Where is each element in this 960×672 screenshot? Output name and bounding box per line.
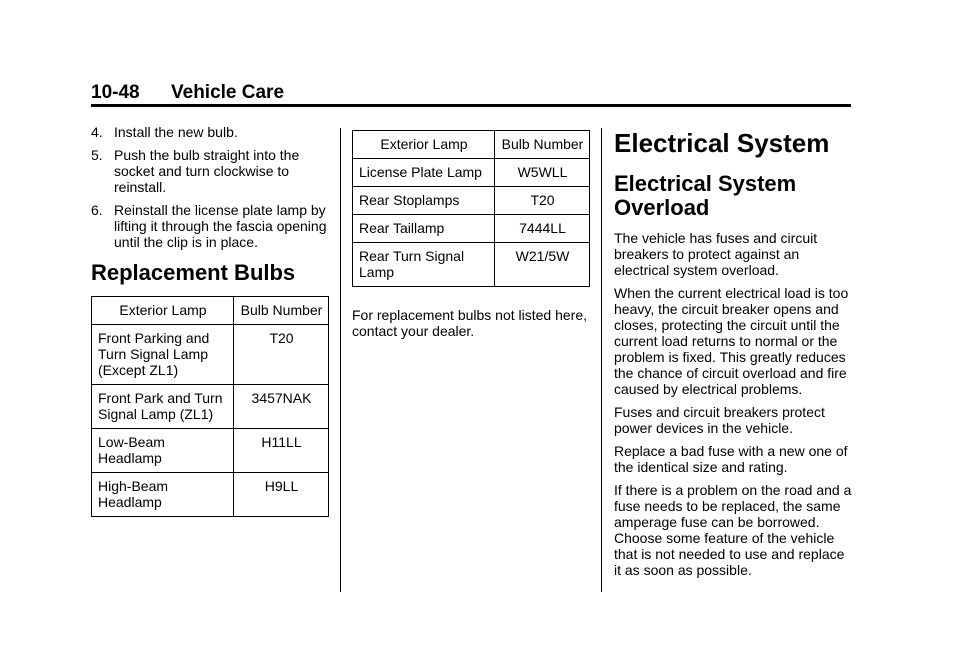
lamp-cell: Rear Stoplamps — [353, 187, 495, 215]
electrical-system-title: Electrical System — [614, 128, 830, 158]
table-row — [353, 215, 590, 243]
table-row — [353, 243, 590, 287]
section-title: Vehicle Care — [171, 82, 285, 103]
bulb-table-rear — [352, 130, 590, 287]
paragraph: The vehicle has fuses and circuit breakers to protect against an electrical system overload. — [614, 230, 818, 278]
dealer-note: For replacement bulbs not listed here, contact your dealer. — [352, 307, 588, 339]
list-item: 4. Install the new bulb. — [91, 124, 238, 140]
paragraph: Fuses and circuit breakers protect power devices in the vehicle. — [614, 404, 825, 436]
column-header: Exterior Lamp — [353, 131, 495, 159]
bulb-table-front — [91, 296, 329, 517]
lamp-cell: Rear Taillamp — [353, 215, 495, 243]
table-row — [353, 159, 590, 187]
steps-list — [91, 124, 331, 250]
table-row — [92, 385, 329, 429]
table-row — [353, 187, 590, 215]
column-header: Bulb Number — [495, 131, 590, 159]
replacement-bulbs-heading: Replacement Bulbs — [91, 260, 296, 285]
bulb-cell: T20 — [495, 187, 590, 215]
column-divider — [340, 128, 341, 592]
page-number: 10-48 — [91, 82, 140, 103]
column-middle — [352, 130, 592, 346]
paragraph: If there is a problem on the road and a fuse needs to be replaced, the same amperage fuse can be borrowed. Choose some feature of the vehicle that is not needed to use and replace it as soon as possible. — [614, 482, 852, 578]
table-row — [92, 429, 329, 473]
table-header-row — [92, 297, 329, 325]
lamp-cell: High-Beam Headlamp — [92, 473, 234, 517]
lamp-cell: Front Park and Turn Signal Lamp (ZL1) — [92, 385, 234, 429]
column-right — [614, 128, 854, 585]
table-header-row — [353, 131, 590, 159]
bulb-cell: T20 — [234, 325, 329, 385]
paragraph: Replace a bad fuse with a new one of the identical size and rating. — [614, 443, 848, 475]
table-row — [92, 325, 329, 385]
table-row — [92, 473, 329, 517]
column-divider — [601, 128, 602, 592]
bulb-cell: W5WLL — [495, 159, 590, 187]
lamp-cell: Low-Beam Headlamp — [92, 429, 234, 473]
overload-subtitle: Electrical System Overload — [614, 171, 797, 220]
page-header — [91, 82, 851, 106]
bulb-cell: 7444LL — [495, 215, 590, 243]
bulb-cell: W21/5W — [495, 243, 590, 287]
lamp-cell: License Plate Lamp — [353, 159, 495, 187]
list-item: 6. Reinstall the license plate lamp by lifting it through the fascia opening until the clip is in place. — [91, 202, 327, 250]
column-left — [91, 124, 331, 517]
bulb-cell: H11LL — [234, 429, 329, 473]
lamp-cell: Rear Turn Signal Lamp — [353, 243, 495, 287]
bulb-cell: H9LL — [234, 473, 329, 517]
bulb-cell: 3457NAK — [234, 385, 329, 429]
column-header: Bulb Number — [234, 297, 329, 325]
column-header: Exterior Lamp — [92, 297, 234, 325]
list-item: 5. Push the bulb straight into the socket and turn clockwise to reinstall. — [91, 147, 300, 195]
paragraph: When the current electrical load is too heavy, the circuit breaker opens and closes, protecting the circuit until the current load returns to normal or the problem is fixed. This greatly reduces the chance of circuit overload and fire caused by electrical problems. — [614, 285, 849, 397]
header-rule — [91, 104, 851, 107]
lamp-cell: Front Parking and Turn Signal Lamp (Except ZL1) — [92, 325, 234, 385]
